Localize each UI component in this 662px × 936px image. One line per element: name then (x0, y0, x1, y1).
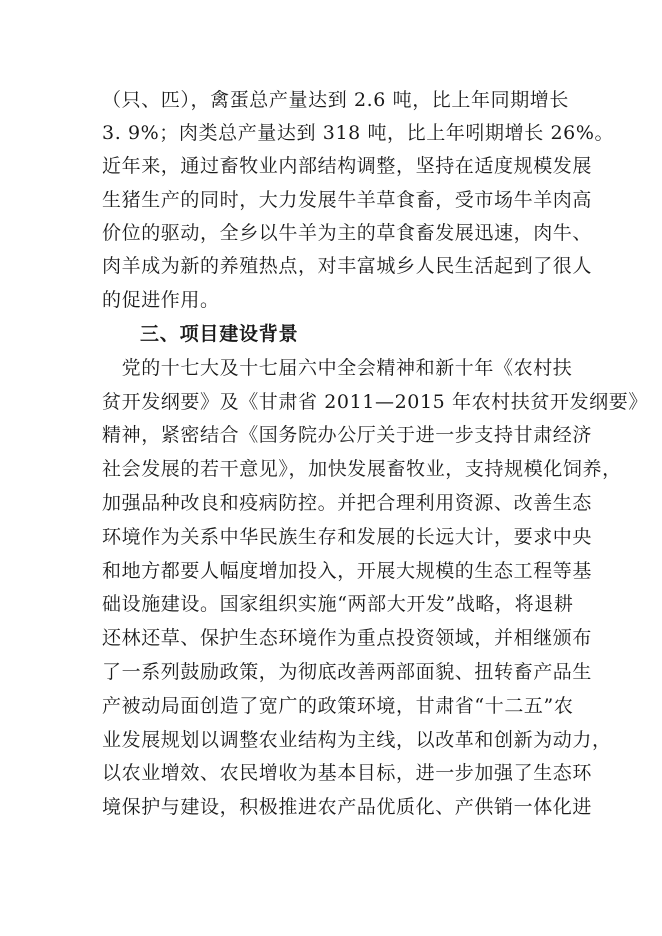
section-heading: 三、项目建设背景 (140, 323, 299, 345)
paragraph-line: 党的十七大及十七届六中全会精神和新十年《农村扶 (102, 357, 573, 379)
paragraph-line: 还林还草、保护生态环境作为重点投资领域，并相继颁布 (102, 627, 593, 649)
paragraph-line: 业发展规划以调整农业结构为主线，以改革和创新为动力， (102, 729, 612, 751)
paragraph-line: 精神，紧密结合《国务院办公厅关于进一步支持甘肃经济 (102, 424, 593, 446)
paragraph-line: 3. 9%；肉类总产量达到 318 吨，比上年吲期增长 26%。 (102, 122, 615, 144)
paragraph-line: 近年来，通过畜牧业内部结构调整，坚持在适度规模发展 (102, 155, 593, 177)
paragraph-line: （只、匹），禽蛋总产量达到 2.6 吨，比上年同期增长 (102, 89, 569, 111)
paragraph-line: 的促进作用。 (102, 289, 220, 311)
paragraph-line: 肉羊成为新的养殖热点，对丰富城乡人民生活起到了很人 (102, 255, 593, 277)
paragraph-line: 了一系列鼓励政策，为彻底改善两部面貌、扭转畜产品生 (102, 661, 593, 683)
paragraph-line: 环境作为关系中华民族生存和发展的长远大计，要求中央 (102, 526, 593, 548)
paragraph-line: 社会发展的若干意见》，加快发展畜牧业，支持规模化饲养， (102, 458, 622, 480)
paragraph-line: 以农业增效、农民增收为基本目标，进一步加强了生态环 (102, 762, 593, 784)
paragraph-line: 价位的驱动，全乡以牛羊为主的草食畜发展迅速，肉牛、 (102, 222, 593, 244)
paragraph-line: 加强品种改良和疫病防控。并把合理利用资源、改善生态 (102, 492, 593, 514)
paragraph-line: 产被动局面创造了宽广的政策环境，甘肃省“十二五”农 (102, 695, 574, 717)
paragraph-line: 和地方都要人幅度增加投入，开展大规模的生态工程等基 (102, 560, 593, 582)
paragraph-line: 贫开发纲要》及《甘肃省 2011—2015 年农村扶贫开发纲要》 (102, 391, 648, 413)
paragraph-line: 生猪生产的同时，大力发展牛羊草食畜，受市场牛羊肉高 (102, 189, 593, 211)
paragraph-line: 础设施建设。国家组织实施“两部大开发”战略，将退耕 (102, 593, 574, 615)
paragraph-line: 境保护与建设，积极推进农产品优质化、产供销一体化进 (102, 796, 593, 818)
